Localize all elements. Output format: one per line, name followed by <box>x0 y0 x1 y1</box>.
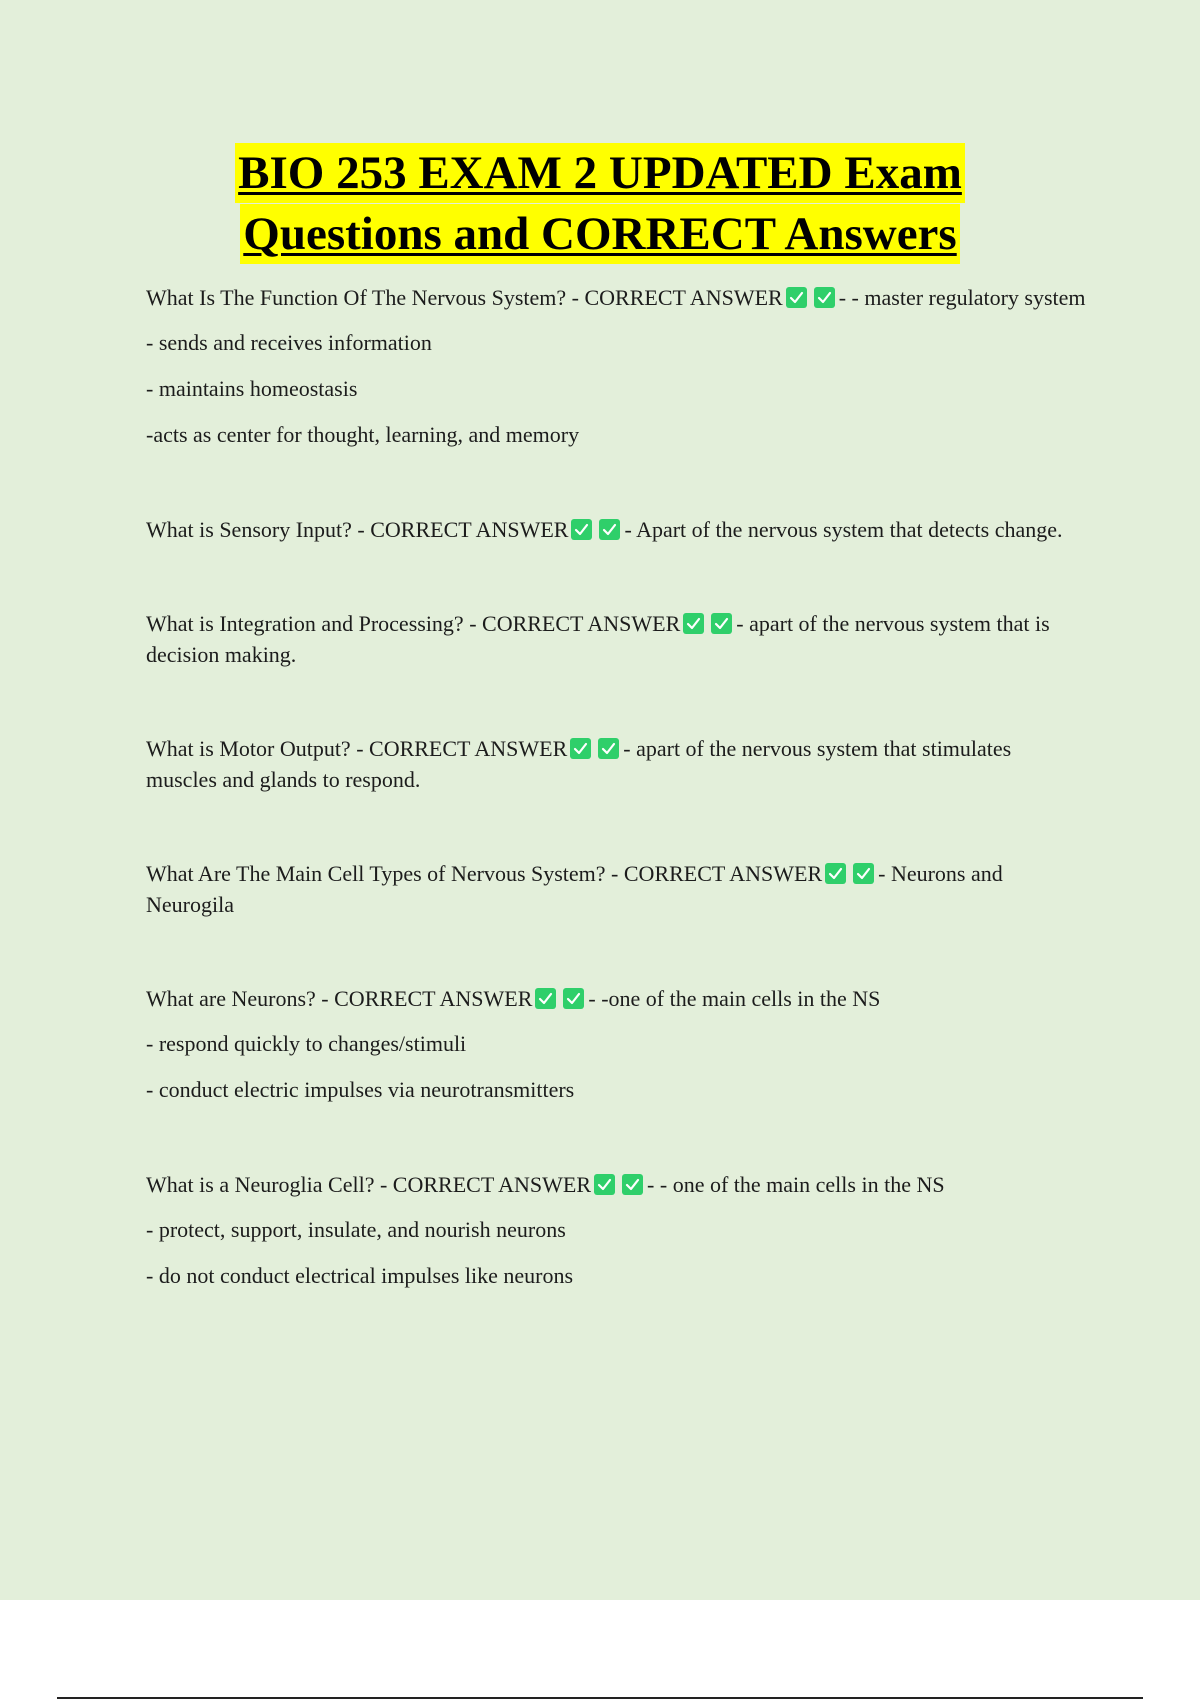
check-mark-icon <box>786 287 807 308</box>
question-text: What is Integration and Processing? - CORRECT ANSWER <box>146 611 681 636</box>
qa-question <box>146 733 1086 795</box>
question-text: What is Sensory Input? - CORRECT ANSWER <box>146 517 569 542</box>
qa-item <box>146 858 1086 920</box>
check-mark-icon <box>571 519 592 540</box>
answer-bullet: - maintains homeostasis <box>146 376 358 401</box>
check-mark-icon <box>825 863 846 884</box>
title-line-2: Questions and CORRECT Answers <box>240 204 959 264</box>
answer-text: - apart of the nervous system that stimulates muscles and glands to respond. <box>146 736 1012 792</box>
qa-question <box>146 858 1086 920</box>
question-text: What is Motor Output? - CORRECT ANSWER <box>146 736 568 761</box>
qa-question <box>146 983 1086 1014</box>
answer-text: - -one of the main cells in the NS <box>588 986 881 1011</box>
check-mark-icon <box>599 519 620 540</box>
question-text: What are Neurons? - CORRECT ANSWER <box>146 986 533 1011</box>
answer-bullet: - do not conduct electrical impulses like neurons <box>146 1263 574 1288</box>
check-mark-icon <box>570 738 591 759</box>
check-mark-icon <box>622 1174 643 1195</box>
qa-item <box>146 733 1086 795</box>
answer-bullet: - respond quickly to changes/stimuli <box>146 1031 467 1056</box>
check-mark-icon <box>711 613 732 634</box>
question-text: What is a Neuroglia Cell? - CORRECT ANSWER <box>146 1172 592 1197</box>
qa-question <box>146 514 1086 545</box>
answer-bullet: - protect, support, insulate, and nourish neurons <box>146 1217 566 1242</box>
qa-item <box>146 1169 1086 1291</box>
answer-text: - - one of the main cells in the NS <box>647 1172 945 1197</box>
title-line-1: BIO 253 EXAM 2 UPDATED Exam <box>235 143 965 203</box>
check-mark-icon <box>683 613 704 634</box>
qa-item <box>146 608 1086 670</box>
answer-text: - Apart of the nervous system that detects change. <box>624 517 1063 542</box>
answer-text: - apart of the nervous system that is decision making. <box>146 611 1050 667</box>
question-text: What Is The Function Of The Nervous System? - CORRECT ANSWER <box>146 285 783 310</box>
qa-question <box>146 608 1086 670</box>
qa-item <box>146 983 1086 1105</box>
check-mark-icon <box>853 863 874 884</box>
qa-question <box>146 282 1086 313</box>
qa-question <box>146 1169 1086 1200</box>
qa-item <box>146 282 1086 450</box>
document-title <box>0 143 1200 265</box>
answer-text: - - master regulatory system <box>838 285 1086 310</box>
check-mark-icon <box>814 287 835 308</box>
question-text: What Are The Main Cell Types of Nervous System? - CORRECT ANSWER <box>146 861 823 886</box>
answer-bullet: -acts as center for thought, learning, and memory <box>146 422 580 447</box>
check-mark-icon <box>535 988 556 1009</box>
check-mark-icon <box>594 1174 615 1195</box>
qa-list <box>146 282 1086 1306</box>
answer-bullet: - conduct electric impulses via neurotransmitters <box>146 1077 575 1102</box>
footer-divider <box>57 1697 1143 1699</box>
answer-bullet: - sends and receives information <box>146 330 432 355</box>
check-mark-icon <box>563 988 584 1009</box>
check-mark-icon <box>598 738 619 759</box>
answer-text: - Neurons and Neurogila <box>146 861 1003 917</box>
qa-item <box>146 514 1086 545</box>
